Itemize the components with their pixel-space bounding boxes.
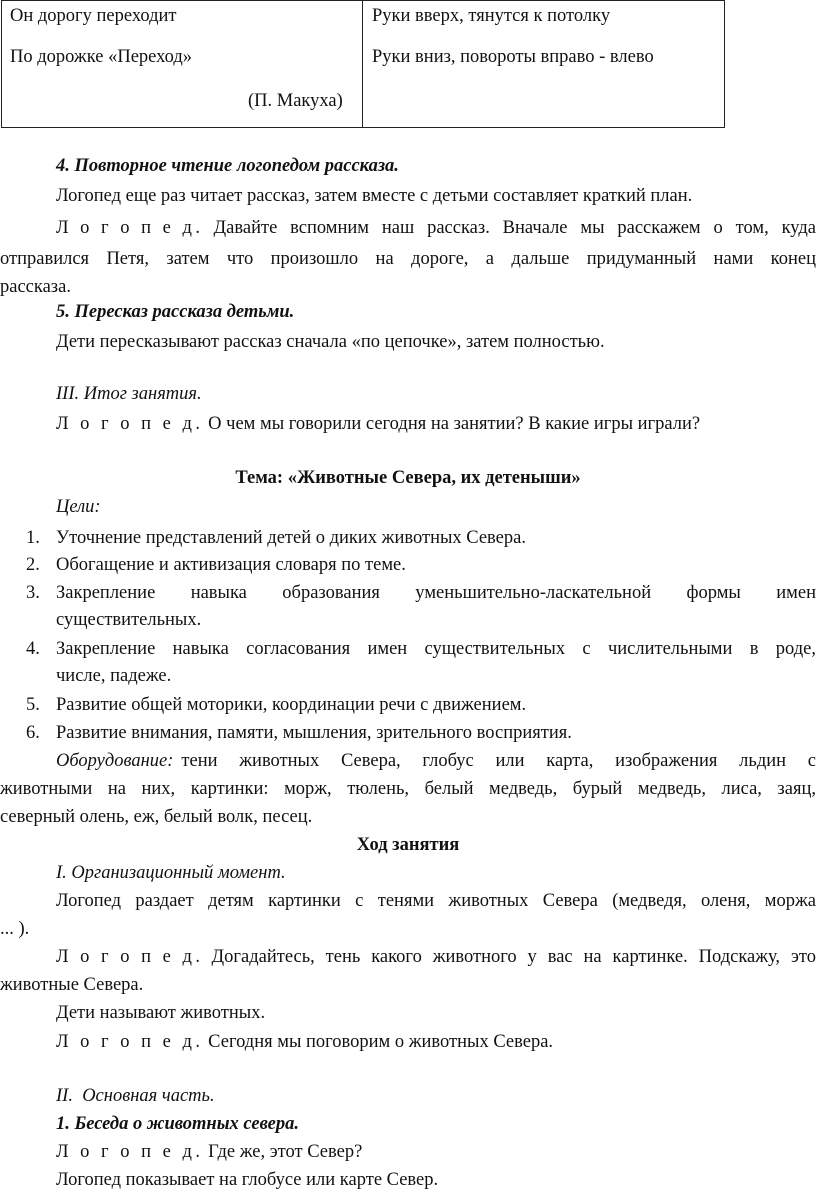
equipment-text: тени животных Севера, глобус или карта, изображения льдин с bbox=[181, 751, 816, 771]
goal-number: 6. bbox=[26, 723, 40, 743]
goal-item: Развитие внимания, памяти, мышления, зрительного восприятия. bbox=[56, 723, 572, 743]
goal-item: Обогащение и активизация словаря по теме. bbox=[56, 555, 406, 575]
part-2-heading: II. Основная часть. bbox=[56, 1086, 215, 1106]
part-2-paragraph-2: Логопед показывает на глобусе или карте Север. bbox=[56, 1170, 439, 1190]
goal-number: 5. bbox=[26, 695, 40, 715]
goal-item: Уточнение представлений детей о диких животных Севера. bbox=[56, 528, 526, 548]
goal-number: 1. bbox=[26, 528, 40, 548]
section-4-paragraph-2-line-1 bbox=[56, 219, 816, 238]
poem-table bbox=[1, 0, 725, 128]
part-1-paragraph-1-line-1: Логопед раздает детям картинки с тенями животных Севера (медведя, оленя, моржа bbox=[56, 891, 816, 911]
speaker-label: Л о г о п е д. bbox=[56, 218, 204, 238]
part-2-subheading: 1. Беседа о животных севера. bbox=[56, 1114, 299, 1134]
lesson-title: Ход занятия bbox=[356, 835, 460, 855]
movement-line-1: Руки вверх, тянутся к потолку bbox=[372, 6, 611, 26]
goal-item: Закрепление навыка образования уменьшительно-ласкательной формы имен bbox=[56, 583, 816, 603]
section-4-paragraph-1: Логопед еще раз читает рассказ, затем вместе с детьми составляет краткий план. bbox=[56, 186, 693, 206]
part-2-paragraph-1 bbox=[56, 1143, 816, 1162]
part-1-heading: I. Организационный момент. bbox=[56, 863, 286, 883]
equipment-line-1 bbox=[56, 752, 816, 771]
speaker-label: Л о г о п е д. bbox=[56, 1142, 204, 1162]
paragraph-text: Догадайтесь, тень какого животного у вас на картинке. Подскажу, это bbox=[211, 947, 816, 967]
poem-text-cell bbox=[2, 1, 363, 128]
goal-number: 2. bbox=[26, 555, 40, 575]
part-1-paragraph-2-line-2: животные Севера. bbox=[0, 975, 144, 995]
section-4-heading: 4. Повторное чтение логопедом рассказа. bbox=[56, 156, 399, 176]
section-4-paragraph-2-line-2: отправился Петя, затем что произошло на дороге, а дальше придуманный нами конец bbox=[0, 249, 816, 269]
part-1-paragraph-4 bbox=[56, 1033, 816, 1052]
part-1-paragraph-3: Дети называют животных. bbox=[56, 1003, 266, 1023]
goals-label: Цели: bbox=[56, 497, 101, 517]
part-1-paragraph-2-line-1 bbox=[56, 948, 816, 967]
poem-line-1: Он дорогу переходит bbox=[10, 6, 177, 26]
speaker-label: Л о г о п е д. bbox=[56, 947, 204, 967]
movement-line-2: Руки вниз, повороты вправо - влево bbox=[372, 47, 654, 67]
part-1-paragraph-1-line-2: ... ). bbox=[0, 919, 30, 939]
goal-item-continuation: существительных. bbox=[56, 610, 202, 630]
paragraph-text: Сегодня мы поговорим о животных Севера. bbox=[208, 1032, 554, 1052]
summary-heading: III. Итог занятия. bbox=[56, 384, 202, 404]
topic-title: Тема: «Животные Севера, их детеныши» bbox=[235, 468, 581, 488]
speaker-label: Л о г о п е д. bbox=[56, 414, 204, 434]
section-5-heading: 5. Пересказ рассказа детьми. bbox=[56, 302, 295, 322]
goal-item: Закрепление навыка согласования имен существительных с числительными в роде, bbox=[56, 639, 816, 659]
goal-number: 4. bbox=[26, 639, 40, 659]
summary-paragraph bbox=[56, 415, 816, 434]
section-5-paragraph: Дети пересказывают рассказ сначала «по цепочке», затем полностью. bbox=[56, 332, 605, 352]
goal-number: 3. bbox=[26, 583, 40, 603]
goal-item-continuation: числе, падеже. bbox=[56, 666, 172, 686]
section-4-paragraph-2-line-3: рассказа. bbox=[0, 277, 71, 297]
movement-cell bbox=[363, 1, 725, 128]
goal-item: Развитие общей моторики, координации речи с движением. bbox=[56, 695, 527, 715]
poem-line-2: По дорожке «Переход» bbox=[10, 47, 193, 67]
speaker-label: Л о г о п е д. bbox=[56, 1032, 204, 1052]
equipment-line-3: северный олень, еж, белый волк, песец. bbox=[0, 807, 313, 827]
equipment-label: Оборудование: bbox=[56, 751, 174, 771]
summary-text: О чем мы говорили сегодня на занятии? В какие игры играли? bbox=[208, 414, 701, 434]
poem-author: (П. Макуха) bbox=[248, 91, 343, 111]
paragraph-text: Давайте вспомним наш рассказ. Вначале мы расскажем о том, куда bbox=[213, 218, 816, 238]
equipment-line-2: животными на них, картинки: морж, тюлень, белый медведь, бурый медведь, лиса, заяц, bbox=[0, 779, 816, 799]
paragraph-text: Где же, этот Север? bbox=[208, 1142, 363, 1162]
